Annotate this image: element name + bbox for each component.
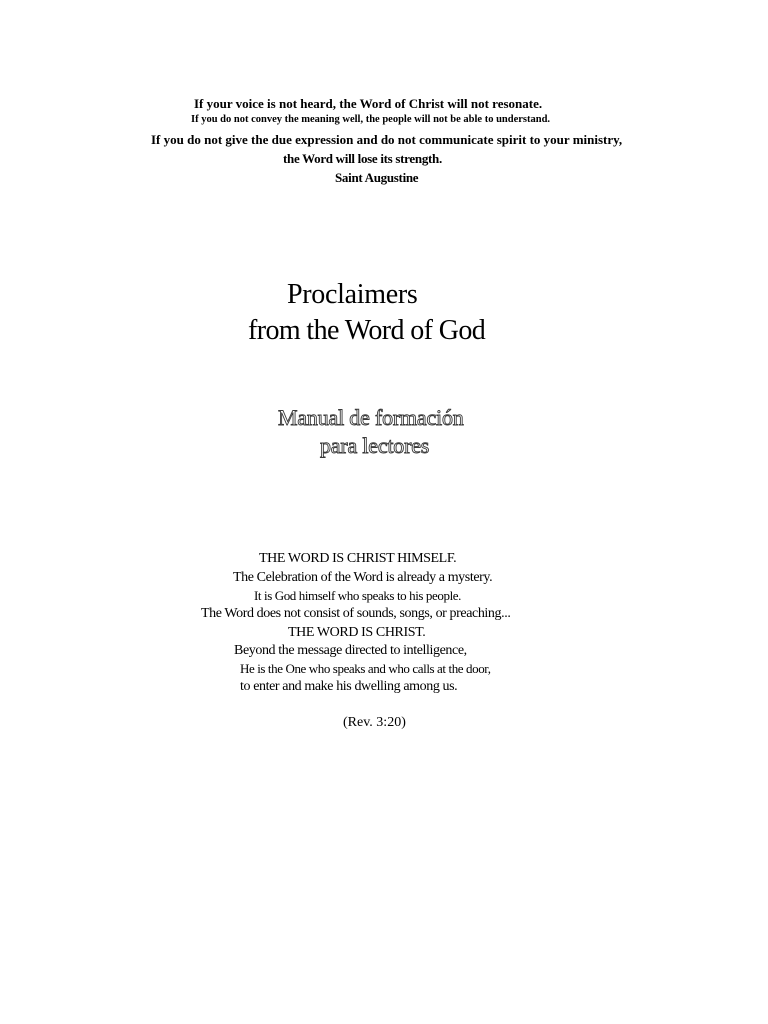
epigraph-author: Saint Augustine xyxy=(335,170,419,185)
passage-line: He is the One who speaks and who calls at the door, xyxy=(240,661,491,676)
passage-line: The Celebration of the Word is already a mystery. xyxy=(233,570,493,585)
passage-line: THE WORD IS CHRIST. xyxy=(288,625,426,640)
title-line-1: Proclaimers xyxy=(287,279,418,310)
title-line-2: from the Word of God xyxy=(248,315,486,346)
passage-line: Beyond the message directed to intelligence, xyxy=(234,643,467,658)
subtitle-line-2: para lectores xyxy=(320,433,430,458)
epigraph-line-1: If your voice is not heard, the Word of Christ will not resonate. xyxy=(194,96,543,111)
epigraph-line-4: the Word will lose its strength. xyxy=(283,151,442,166)
epigraph-line-2: If you do not convey the meaning well, the people will not be able to understand. xyxy=(191,114,551,125)
epigraph-line-3: If you do not give the due expression and do not communicate spirit to your ministry, xyxy=(151,132,623,147)
passage-line: It is God himself who speaks to his people. xyxy=(254,588,462,603)
passage-line: The Word does not consist of sounds, songs, or preaching... xyxy=(201,606,511,621)
subtitle-line-1: Manual de formación xyxy=(278,405,464,430)
scripture-reference: (Rev. 3:20) xyxy=(343,715,406,730)
passage-line: to enter and make his dwelling among us. xyxy=(240,679,458,694)
passage-line: THE WORD IS CHRIST HIMSELF. xyxy=(259,551,457,566)
